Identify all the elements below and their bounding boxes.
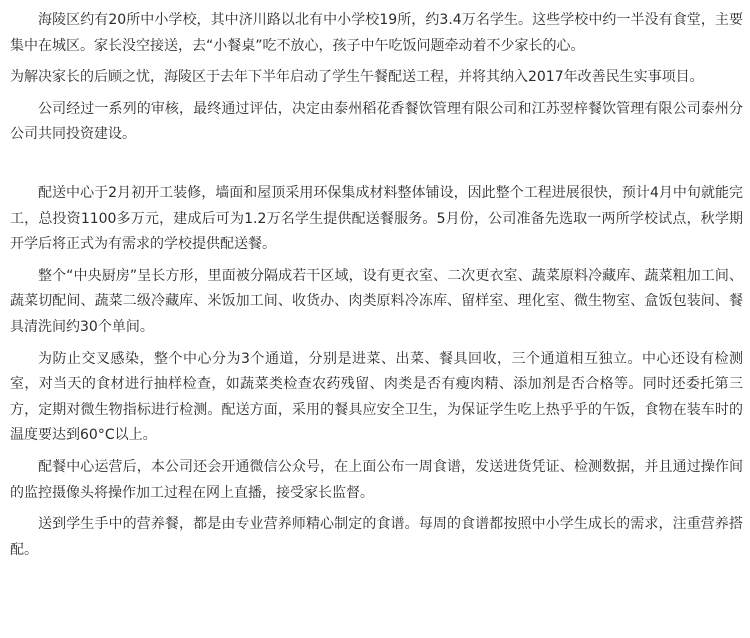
paragraph-7: 配餐中心运营后，本公司还会开通微信公众号，在上面公布一周食谱，发送进货凭证、检测数据，并且通过操作间的监控摄像头将操作加工过程在网上直播，接受家长监督。: [10, 458, 743, 501]
paragraph-1: 海陵区约有20所中小学校，其中济川路以北有中小学校19所，约3.4万名学生。这些学校中约一半没有食堂，主要集中在城区。家长没空接送，去“小餐桌”吃不放心，孩子中午吃饭问题牵动着不少家长的心。: [10, 12, 743, 54]
paragraph-5: 整个“中央厨房”呈长方形，里面被分隔成若干区域，设有更衣室、二次更衣室、蔬菜原料冷藏库、蔬菜粗加工间、蔬菜切配间、蔬菜二级冷藏库、米饭加工间、收货办、肉类原料冷冻库、留样室、理化室、微生物室、盒饭包装间、餐具清洗间约30个单间。: [10, 267, 743, 335]
article-body: [10, 8, 743, 569]
paragraph-8: 送到学生手中的营养餐，都是由专业营养师精心制定的食谱。每周的食谱都按照中小学生成长的需求，注重营养搭配。: [10, 516, 743, 558]
paragraph-6: 为防止交叉感染，整个中心分为3个通道，分别是进菜、出菜、餐具回收，三个通道相互独立。中心还设有检测室，对当天的食材进行抽样检查，如蔬菜类检查农药残留、肉类是否有瘦肉精、添加剂是否合格等。同时还委托第三方，定期对微生物指标进行检测。配送方面，采用的餐具应安全卫生，为保证学生吃上热乎乎的午饭，食物在装车时的温度要达到60°C以上。: [10, 350, 743, 444]
paragraph-4: 配送中心于2月初开工装修，墙面和屋顶采用环保集成材料整体铺设，因此整个工程进展很快，预计4月中旬就能完工，总投资1100多万元，建成后可为1.2万名学生提供配送餐服务。5月份，公司准备先选取一两所学校试点，秋学期开学后将正式为有需求的学校提供配送餐。: [10, 184, 743, 253]
paragraph-2: 为解决家长的后顾之忧，海陵区于去年下半年启动了学生午餐配送工程，并将其纳入2017年改善民生实事项目。: [10, 69, 704, 86]
paragraph-gap: [10, 154, 743, 181]
paragraph-3: 公司经过一系列的审核，最终通过评估，决定由泰州稻花香餐饮管理有限公司和江苏翌梓餐饮管理有限公司泰州分公司共同投资建设。: [10, 100, 743, 143]
